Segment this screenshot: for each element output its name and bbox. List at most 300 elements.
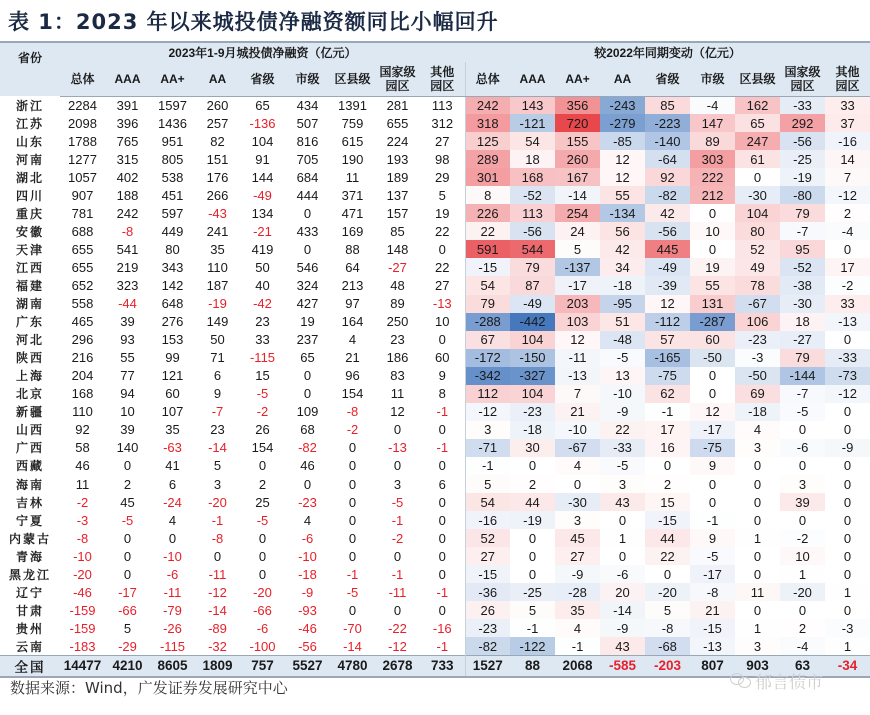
net-financing-cell: 0 bbox=[393, 422, 402, 438]
yoy-change-cell: 22 bbox=[645, 547, 690, 565]
yoy-change-cell: -203 bbox=[645, 655, 690, 677]
net-financing-cell: 169 bbox=[341, 223, 364, 239]
net-financing-cell: 0 bbox=[258, 458, 267, 474]
yoy-change-cell: 12 bbox=[690, 403, 735, 421]
financing-table-container bbox=[0, 41, 870, 678]
yoy-change-cell: 203 bbox=[555, 295, 600, 313]
yoy-change-cell: -18 bbox=[735, 403, 780, 421]
yoy-change-cell: -327 bbox=[510, 367, 555, 385]
column-header-net-0: 总体 bbox=[60, 62, 105, 96]
yoy-change-cell: 147 bbox=[690, 114, 735, 132]
net-financing-cell: 0 bbox=[438, 494, 446, 510]
net-financing-cell: 257 bbox=[206, 115, 229, 131]
yoy-change-cell: -56 bbox=[780, 132, 825, 150]
net-financing-cell: 781 bbox=[71, 205, 94, 221]
net-financing-cell: 65 bbox=[255, 97, 270, 113]
net-financing-cell: 12 bbox=[390, 404, 405, 420]
net-financing-cell: -12 bbox=[208, 584, 227, 600]
net-financing-cell: -89 bbox=[208, 620, 227, 636]
net-financing-cell: 154 bbox=[251, 440, 274, 456]
yoy-change-cell: 56 bbox=[600, 222, 645, 240]
province-cell: 甘肃 bbox=[15, 603, 44, 618]
net-financing-cell: -1 bbox=[436, 440, 449, 456]
yoy-change-cell: 168 bbox=[510, 168, 555, 186]
net-financing-cell: 96 bbox=[345, 368, 360, 384]
net-financing-cell: 80 bbox=[165, 241, 180, 257]
watermark-text: 郁言债市 bbox=[755, 673, 823, 693]
yoy-change-cell: 5 bbox=[510, 601, 555, 619]
net-financing-cell: 3 bbox=[393, 476, 402, 492]
yoy-change-cell: -1 bbox=[510, 619, 555, 637]
yoy-change-cell: 12 bbox=[645, 295, 690, 313]
net-financing-cell: 11 bbox=[345, 169, 360, 185]
net-financing-cell: 296 bbox=[71, 332, 94, 348]
net-financing-cell: 0 bbox=[348, 530, 357, 546]
net-financing-cell: -11 bbox=[388, 584, 407, 600]
yoy-change-cell: 12 bbox=[555, 331, 600, 349]
net-financing-cell: 50 bbox=[210, 332, 225, 348]
yoy-change-cell: -140 bbox=[645, 132, 690, 150]
net-financing-cell: 35 bbox=[210, 241, 225, 257]
net-financing-cell: 4210 bbox=[105, 655, 150, 677]
net-financing-cell: -29 bbox=[118, 638, 137, 654]
net-financing-cell: 0 bbox=[393, 458, 402, 474]
net-financing-cell: 507 bbox=[296, 115, 319, 131]
yoy-change-cell: -288 bbox=[465, 313, 510, 331]
yoy-change-cell: 0 bbox=[645, 565, 690, 583]
province-cell: 黑龙江 bbox=[8, 567, 51, 582]
yoy-change-cell: -9 bbox=[600, 403, 645, 421]
net-financing-cell: 5 bbox=[438, 187, 446, 203]
table-row bbox=[0, 619, 870, 637]
yoy-change-cell: 0 bbox=[825, 240, 870, 258]
net-financing-cell: 427 bbox=[296, 296, 319, 312]
net-financing-cell: 281 bbox=[386, 97, 409, 113]
net-financing-cell: 655 bbox=[71, 241, 94, 257]
net-financing-cell: 237 bbox=[296, 332, 319, 348]
net-financing-cell: 705 bbox=[296, 151, 319, 167]
yoy-change-cell: -20 bbox=[645, 583, 690, 601]
net-financing-cell: -136 bbox=[249, 115, 276, 131]
yoy-change-cell: -20 bbox=[780, 583, 825, 601]
yoy-change-cell: 79 bbox=[780, 204, 825, 222]
yoy-change-cell: -95 bbox=[600, 295, 645, 313]
net-financing-cell: 153 bbox=[161, 332, 184, 348]
yoy-change-cell: 318 bbox=[465, 114, 510, 132]
yoy-change-cell: 62 bbox=[645, 385, 690, 403]
yoy-change-cell: 292 bbox=[780, 114, 825, 132]
yoy-change-cell: -7 bbox=[780, 385, 825, 403]
net-financing-cell: 655 bbox=[71, 259, 94, 275]
net-financing-cell: -1 bbox=[391, 512, 404, 528]
yoy-change-cell: 0 bbox=[825, 547, 870, 565]
header-row-groups bbox=[0, 42, 870, 62]
yoy-change-cell: -5 bbox=[780, 403, 825, 421]
watermark bbox=[730, 668, 823, 693]
yoy-change-cell: -121 bbox=[510, 114, 555, 132]
net-financing-cell: 816 bbox=[296, 133, 319, 149]
column-header-chg-2: AA+ bbox=[555, 62, 600, 96]
yoy-change-cell: 30 bbox=[510, 439, 555, 457]
yoy-change-cell: -585 bbox=[600, 655, 645, 677]
yoy-change-cell: -7 bbox=[780, 222, 825, 240]
yoy-change-cell: -4 bbox=[780, 637, 825, 655]
net-financing-cell: 45 bbox=[120, 494, 135, 510]
yoy-change-cell: -15 bbox=[465, 258, 510, 276]
net-financing-cell: 1436 bbox=[158, 115, 187, 131]
net-financing-cell: 189 bbox=[386, 169, 409, 185]
net-financing-cell: 27 bbox=[435, 133, 450, 149]
net-financing-cell: 22 bbox=[435, 223, 450, 239]
net-financing-cell: 0 bbox=[123, 566, 132, 582]
yoy-change-cell: 8 bbox=[465, 186, 510, 204]
table-row bbox=[0, 475, 870, 493]
table-row bbox=[0, 186, 870, 204]
net-financing-cell: 471 bbox=[341, 205, 364, 221]
yoy-change-cell: -16 bbox=[825, 132, 870, 150]
net-financing-cell: 1597 bbox=[158, 97, 187, 113]
net-financing-cell: 134 bbox=[251, 205, 274, 221]
province-cell: 吉林 bbox=[15, 495, 44, 510]
net-financing-cell: 85 bbox=[390, 223, 405, 239]
net-financing-cell: 23 bbox=[255, 314, 270, 330]
net-financing-cell: 93 bbox=[120, 332, 135, 348]
net-financing-cell: 2 bbox=[123, 476, 132, 492]
net-financing-cell: -5 bbox=[121, 512, 134, 528]
yoy-change-cell: 44 bbox=[510, 493, 555, 511]
yoy-change-cell: 27 bbox=[465, 547, 510, 565]
net-financing-cell: -46 bbox=[73, 584, 92, 600]
column-header-chg-3: AA bbox=[600, 62, 645, 96]
yoy-change-cell: 7 bbox=[555, 385, 600, 403]
net-financing-cell: -22 bbox=[388, 620, 407, 636]
yoy-change-cell: 88 bbox=[510, 655, 555, 677]
yoy-change-cell: 112 bbox=[465, 385, 510, 403]
yoy-change-cell: 67 bbox=[465, 331, 510, 349]
net-financing-cell: 41 bbox=[165, 458, 180, 474]
net-financing-cell: 907 bbox=[71, 187, 94, 203]
net-financing-cell: 55 bbox=[120, 350, 135, 366]
net-financing-cell: 164 bbox=[341, 314, 364, 330]
net-financing-cell: -14 bbox=[208, 602, 227, 618]
table-row bbox=[0, 331, 870, 349]
net-financing-cell: 4 bbox=[168, 512, 177, 528]
net-financing-cell: 82 bbox=[210, 133, 225, 149]
table-row bbox=[0, 96, 870, 114]
yoy-change-cell: -56 bbox=[510, 222, 555, 240]
yoy-change-cell: 0 bbox=[825, 421, 870, 439]
net-financing-cell: -11 bbox=[208, 566, 227, 582]
net-financing-cell: -8 bbox=[76, 530, 89, 546]
group-header-net-financing: 2023年1-9月城投债净融资（亿元） bbox=[60, 42, 465, 62]
yoy-change-cell: 55 bbox=[600, 186, 645, 204]
net-financing-cell: 615 bbox=[341, 133, 364, 149]
net-financing-cell: 142 bbox=[161, 277, 184, 293]
yoy-change-cell: 3 bbox=[780, 475, 825, 493]
yoy-change-cell: 1 bbox=[735, 529, 780, 547]
yoy-change-cell: -1 bbox=[690, 511, 735, 529]
yoy-change-cell: 79 bbox=[465, 295, 510, 313]
net-financing-cell: 168 bbox=[71, 386, 94, 402]
yoy-change-cell: -23 bbox=[465, 619, 510, 637]
net-financing-cell: 0 bbox=[258, 548, 267, 564]
net-financing-cell: -5 bbox=[256, 386, 269, 402]
net-financing-cell: 444 bbox=[296, 187, 319, 203]
net-financing-cell: -1 bbox=[211, 512, 224, 528]
yoy-change-cell: -122 bbox=[510, 637, 555, 655]
table-row bbox=[0, 547, 870, 565]
net-financing-cell: 4780 bbox=[330, 655, 375, 677]
yoy-change-cell: 0 bbox=[510, 529, 555, 547]
yoy-change-cell: 226 bbox=[465, 204, 510, 222]
net-financing-cell: -66 bbox=[253, 602, 272, 618]
net-financing-cell: -1 bbox=[436, 584, 449, 600]
yoy-change-cell: -67 bbox=[555, 439, 600, 457]
yoy-change-cell: 22 bbox=[465, 222, 510, 240]
table-row bbox=[0, 583, 870, 601]
net-financing-cell: 6 bbox=[168, 476, 177, 492]
net-financing-cell: 10 bbox=[120, 404, 135, 420]
yoy-change-cell: 0 bbox=[825, 331, 870, 349]
net-financing-cell: 1391 bbox=[338, 97, 367, 113]
yoy-change-cell: 104 bbox=[510, 385, 555, 403]
yoy-change-cell: 2 bbox=[645, 475, 690, 493]
column-header-net-4: 省级 bbox=[240, 62, 285, 96]
net-financing-cell: 391 bbox=[116, 97, 139, 113]
yoy-change-cell: 42 bbox=[645, 204, 690, 222]
yoy-change-cell: 155 bbox=[555, 132, 600, 150]
net-financing-cell: 176 bbox=[206, 169, 229, 185]
column-header-chg-5: 市级 bbox=[690, 62, 735, 96]
yoy-change-cell: 0 bbox=[780, 511, 825, 529]
net-financing-cell: 5 bbox=[213, 458, 222, 474]
net-financing-cell: 27 bbox=[435, 277, 450, 293]
net-financing-cell: -2 bbox=[256, 404, 269, 420]
yoy-change-cell: 39 bbox=[780, 493, 825, 511]
yoy-change-cell: -150 bbox=[510, 349, 555, 367]
yoy-change-cell: -33 bbox=[600, 439, 645, 457]
net-financing-cell: -19 bbox=[208, 296, 227, 312]
yoy-change-cell: -9 bbox=[600, 619, 645, 637]
net-financing-cell: 94 bbox=[120, 386, 135, 402]
yoy-change-cell: -82 bbox=[645, 186, 690, 204]
net-financing-cell: 213 bbox=[341, 277, 364, 293]
net-financing-cell: -20 bbox=[73, 566, 92, 582]
column-header-chg-7: 国家级 园区 bbox=[780, 62, 825, 96]
province-cell: 广西 bbox=[15, 441, 44, 456]
table-row bbox=[0, 439, 870, 457]
province-cell: 云南 bbox=[15, 639, 44, 654]
province-cell: 浙江 bbox=[15, 98, 44, 113]
net-financing-cell: 8605 bbox=[150, 655, 195, 677]
net-financing-cell: 186 bbox=[386, 350, 409, 366]
net-financing-cell: -23 bbox=[298, 494, 317, 510]
yoy-change-cell: -2 bbox=[825, 276, 870, 294]
yoy-change-cell: -13 bbox=[690, 637, 735, 655]
yoy-change-cell: 445 bbox=[645, 240, 690, 258]
yoy-change-cell: 0 bbox=[510, 457, 555, 475]
net-financing-cell: 419 bbox=[251, 241, 274, 257]
table-row bbox=[0, 529, 870, 547]
net-financing-cell: -66 bbox=[118, 602, 137, 618]
net-financing-cell: 312 bbox=[431, 115, 454, 131]
net-financing-cell: 538 bbox=[161, 169, 184, 185]
net-financing-cell: 46 bbox=[300, 458, 315, 474]
net-financing-cell: 655 bbox=[386, 115, 409, 131]
yoy-change-cell: 26 bbox=[465, 601, 510, 619]
yoy-change-cell: 17 bbox=[645, 421, 690, 439]
column-header-net-6: 区县级 bbox=[330, 62, 375, 96]
net-financing-cell: -79 bbox=[163, 602, 182, 618]
net-financing-cell: 465 bbox=[71, 314, 94, 330]
province-cell: 江西 bbox=[15, 260, 44, 275]
net-financing-cell: 315 bbox=[116, 151, 139, 167]
net-financing-cell: 216 bbox=[71, 350, 94, 366]
yoy-change-cell: -137 bbox=[555, 258, 600, 276]
province-cell: 新疆 bbox=[15, 405, 44, 420]
yoy-change-cell: 247 bbox=[735, 132, 780, 150]
net-financing-cell: 0 bbox=[438, 241, 446, 257]
yoy-change-cell: -50 bbox=[690, 349, 735, 367]
net-financing-cell: 250 bbox=[386, 314, 409, 330]
yoy-change-cell: 0 bbox=[690, 204, 735, 222]
net-financing-cell: 65 bbox=[300, 350, 315, 366]
net-financing-cell: -3 bbox=[76, 512, 89, 528]
table-row bbox=[0, 222, 870, 240]
net-financing-cell: 733 bbox=[420, 655, 465, 677]
yoy-change-cell: 0 bbox=[825, 565, 870, 583]
table-row bbox=[0, 421, 870, 439]
table-row bbox=[0, 295, 870, 313]
net-financing-cell: 2098 bbox=[68, 115, 97, 131]
net-financing-cell: 148 bbox=[386, 241, 409, 257]
net-financing-cell: 97 bbox=[345, 296, 360, 312]
net-financing-cell: 193 bbox=[386, 151, 409, 167]
net-financing-cell: -56 bbox=[298, 638, 317, 654]
yoy-change-cell: -28 bbox=[555, 583, 600, 601]
yoy-change-cell: 1 bbox=[825, 637, 870, 655]
net-financing-cell: 8 bbox=[438, 386, 446, 402]
yoy-change-cell: -17 bbox=[690, 565, 735, 583]
net-financing-cell: 22 bbox=[435, 259, 450, 275]
province-cell: 上海 bbox=[15, 369, 44, 384]
yoy-change-cell: -1 bbox=[555, 637, 600, 655]
yoy-change-cell: 9 bbox=[690, 457, 735, 475]
yoy-change-cell: 79 bbox=[510, 258, 555, 276]
yoy-change-cell: 289 bbox=[465, 150, 510, 168]
table-row bbox=[0, 403, 870, 421]
table-body bbox=[0, 96, 870, 677]
net-financing-cell: 113 bbox=[431, 97, 453, 113]
yoy-change-cell: 18 bbox=[510, 150, 555, 168]
net-financing-cell: -13 bbox=[432, 296, 452, 312]
yoy-change-cell: 17 bbox=[825, 258, 870, 276]
yoy-change-cell: 0 bbox=[690, 385, 735, 403]
yoy-change-cell: 260 bbox=[555, 150, 600, 168]
yoy-change-cell: 5 bbox=[645, 601, 690, 619]
net-financing-cell: 35 bbox=[165, 422, 180, 438]
yoy-change-cell: 63 bbox=[780, 655, 825, 677]
yoy-change-cell: 0 bbox=[555, 475, 600, 493]
table-row bbox=[0, 258, 870, 276]
net-financing-cell: 60 bbox=[165, 386, 180, 402]
yoy-change-cell: 103 bbox=[555, 313, 600, 331]
yoy-change-cell: -73 bbox=[825, 367, 870, 385]
net-financing-cell: 0 bbox=[348, 512, 357, 528]
net-financing-cell: 46 bbox=[75, 458, 90, 474]
table-row bbox=[0, 349, 870, 367]
net-financing-cell: 33 bbox=[255, 332, 270, 348]
yoy-change-cell: -12 bbox=[465, 403, 510, 421]
net-financing-cell: -115 bbox=[159, 638, 186, 654]
net-financing-cell: 451 bbox=[161, 187, 184, 203]
yoy-change-cell: 2 bbox=[780, 619, 825, 637]
net-financing-cell: -8 bbox=[211, 530, 224, 546]
province-cell: 天津 bbox=[15, 242, 44, 257]
yoy-change-cell: 212 bbox=[690, 186, 735, 204]
yoy-change-cell: 45 bbox=[555, 529, 600, 547]
yoy-change-cell: -134 bbox=[600, 204, 645, 222]
column-header-net-5: 市级 bbox=[285, 62, 330, 96]
yoy-change-cell: -10 bbox=[555, 421, 600, 439]
yoy-change-cell: 12 bbox=[600, 168, 645, 186]
net-financing-cell: 324 bbox=[296, 277, 319, 293]
net-financing-cell: 144 bbox=[251, 169, 274, 185]
net-financing-cell: 151 bbox=[206, 151, 229, 167]
province-cell: 海南 bbox=[15, 477, 44, 492]
province-header: 省份 bbox=[0, 42, 60, 96]
yoy-change-cell: -6 bbox=[600, 565, 645, 583]
yoy-change-cell: -9 bbox=[555, 565, 600, 583]
yoy-change-cell: 222 bbox=[690, 168, 735, 186]
yoy-change-cell: -33 bbox=[825, 349, 870, 367]
net-financing-cell: 0 bbox=[348, 494, 357, 510]
yoy-change-cell: 2 bbox=[825, 204, 870, 222]
yoy-change-cell: 13 bbox=[600, 367, 645, 385]
yoy-change-cell: -17 bbox=[555, 276, 600, 294]
net-financing-cell: 48 bbox=[390, 277, 405, 293]
yoy-change-cell: 65 bbox=[735, 114, 780, 132]
net-financing-cell: 5527 bbox=[285, 655, 330, 677]
net-financing-cell: -42 bbox=[253, 296, 272, 312]
yoy-change-cell: 0 bbox=[780, 421, 825, 439]
table-row bbox=[0, 493, 870, 511]
table-row bbox=[0, 204, 870, 222]
yoy-change-cell: -33 bbox=[780, 96, 825, 114]
net-financing-cell: 137 bbox=[386, 187, 409, 203]
yoy-change-cell: 1 bbox=[735, 619, 780, 637]
net-financing-cell: -1 bbox=[346, 566, 359, 582]
header-row-columns bbox=[0, 62, 870, 96]
net-financing-cell: 26 bbox=[255, 422, 270, 438]
net-financing-cell: 597 bbox=[161, 205, 184, 221]
yoy-change-cell: 131 bbox=[690, 295, 735, 313]
yoy-change-cell: 0 bbox=[825, 457, 870, 475]
yoy-change-cell: -6 bbox=[780, 439, 825, 457]
net-financing-cell: 188 bbox=[116, 187, 139, 203]
net-financing-cell: 433 bbox=[296, 223, 319, 239]
yoy-change-cell: 43 bbox=[600, 637, 645, 655]
province-cell: 四川 bbox=[15, 188, 44, 203]
yoy-change-cell: 167 bbox=[555, 168, 600, 186]
yoy-change-cell: -67 bbox=[735, 295, 780, 313]
table-row bbox=[0, 457, 870, 475]
column-header-net-7: 国家级 园区 bbox=[375, 62, 420, 96]
net-financing-cell: 805 bbox=[161, 151, 184, 167]
yoy-change-cell: 0 bbox=[780, 457, 825, 475]
yoy-change-cell: -172 bbox=[465, 349, 510, 367]
yoy-change-cell: -3 bbox=[825, 619, 870, 637]
